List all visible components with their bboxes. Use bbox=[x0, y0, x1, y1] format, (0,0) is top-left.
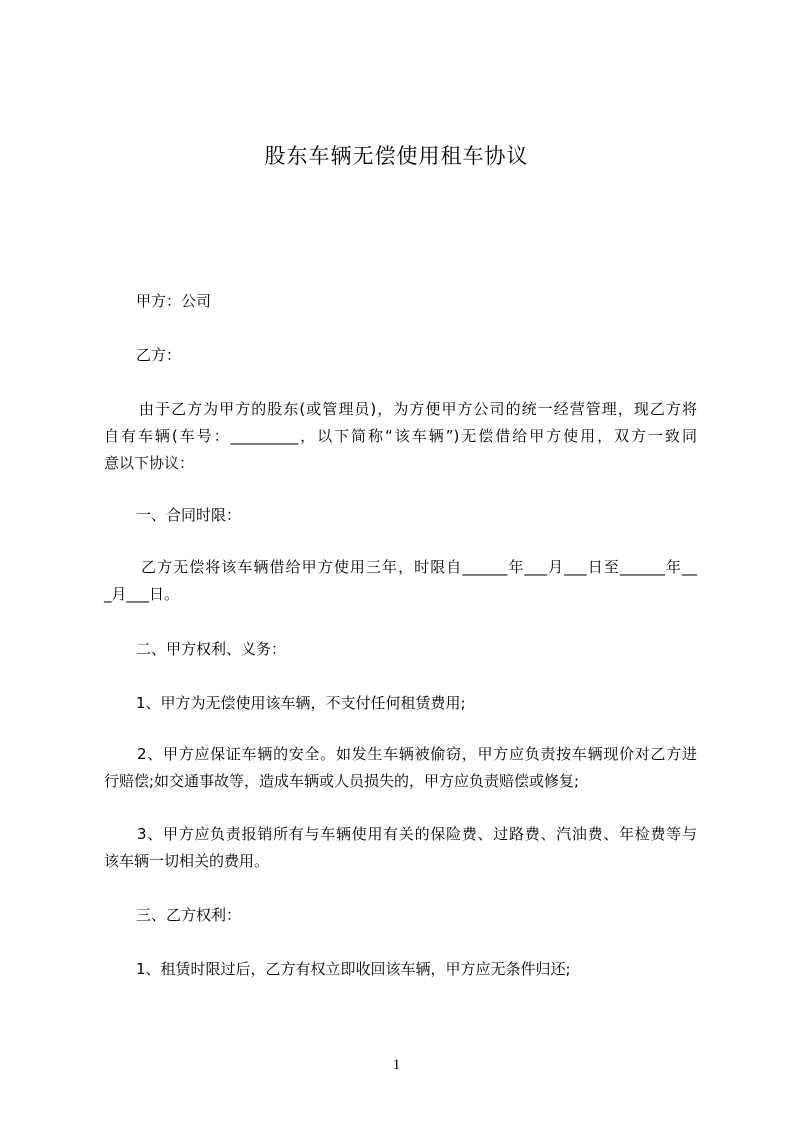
section-2-item-3-line-1: 3、甲方应负责报销所有与车辆使用有关的保险费、过路费、汽油费、年检费等与 bbox=[137, 825, 697, 843]
preamble-line-1: 由于乙方为甲方的股东(或管理员)，为方便甲方公司的统一经营管理，现乙方将 bbox=[139, 400, 697, 418]
preamble-paragraph bbox=[104, 396, 697, 477]
section-1-line-2: _月___日。 bbox=[104, 585, 180, 603]
page-number: 1 bbox=[392, 1057, 401, 1073]
section-1-line-1: 乙方无偿将该车辆借给甲方使用三年，时限自______年___月___日至______年__ bbox=[141, 558, 697, 576]
section-3-heading: 三、乙方权利： bbox=[136, 906, 242, 924]
section-3-item-1: 1、租赁时限过后，乙方有权立即收回该车辆，甲方应无条件归还; bbox=[136, 960, 571, 978]
section-1-heading: 一、合同时限： bbox=[136, 506, 242, 524]
section-2-item-2 bbox=[104, 741, 697, 795]
party-b-line: 乙方： bbox=[136, 346, 182, 364]
section-2-item-3-line-2: 该车辆一切相关的费用。 bbox=[104, 852, 270, 870]
section-2-item-2-line-2: 行赔偿;如交通事故等，造成车辆或人员损失的，甲方应负责赔偿或修复; bbox=[104, 772, 580, 790]
section-2-item-3 bbox=[104, 821, 697, 875]
document-title: 股东车辆无偿使用租车协议 bbox=[264, 144, 529, 168]
section-2-heading: 二、甲方权利、义务： bbox=[136, 640, 287, 658]
section-2-item-2-line-1: 2、甲方应保证车辆的安全。如发生车辆被偷窃，甲方应负责按车辆现价对乙方进 bbox=[137, 745, 697, 763]
party-a-line: 甲方：公司 bbox=[136, 292, 212, 310]
section-1-paragraph bbox=[104, 554, 697, 608]
section-2-item-1: 1、甲方为无偿使用该车辆，不支付任何租赁费用; bbox=[136, 694, 466, 712]
preamble-line-3: 意以下协议： bbox=[104, 454, 195, 472]
preamble-line-2: 自有车辆(车号：_________，以下简称“该车辆”)无偿借给甲方使用，双方一致同 bbox=[104, 427, 697, 445]
